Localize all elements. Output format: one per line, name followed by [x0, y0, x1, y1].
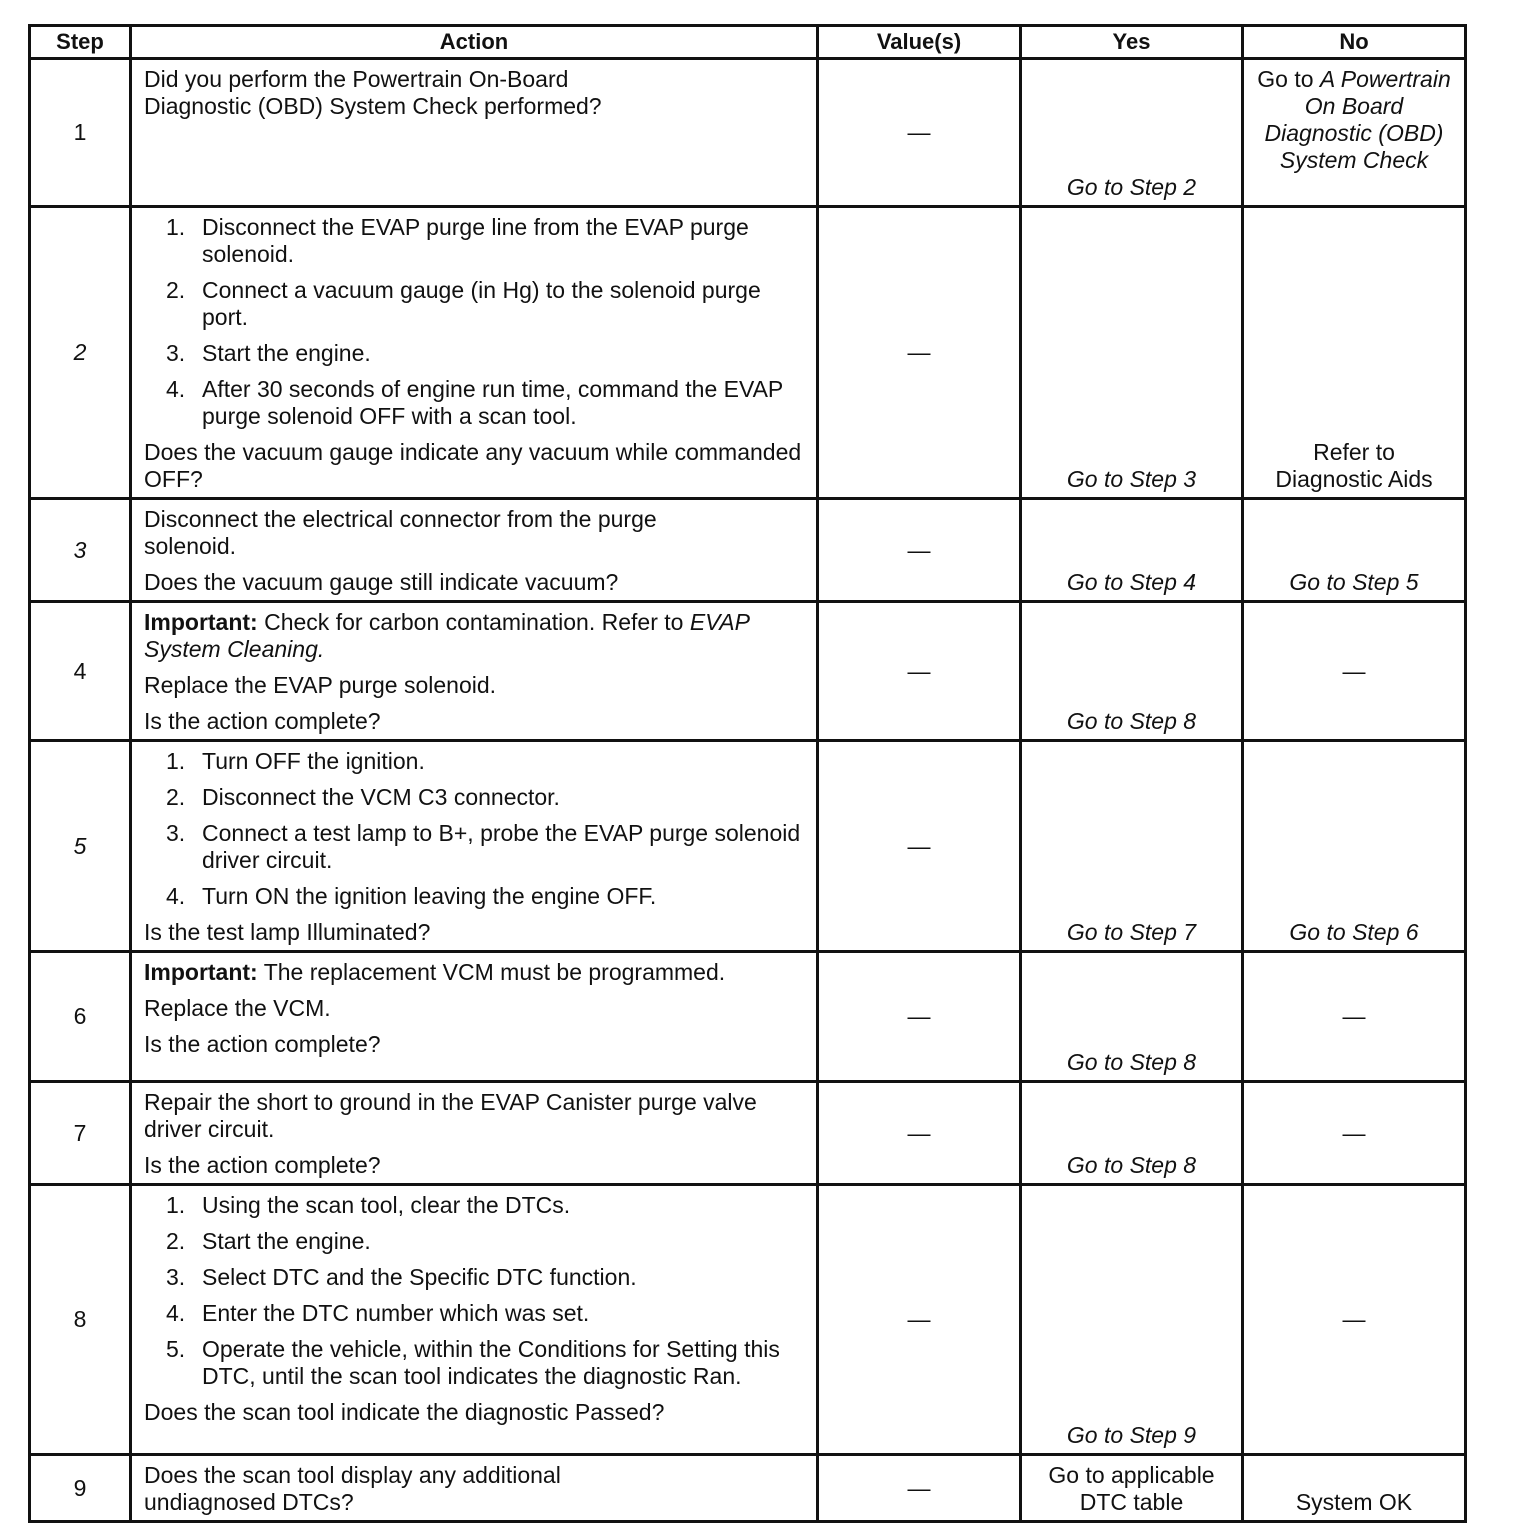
important-text: Check for carbon contamination. Refer to	[257, 609, 690, 635]
important-text: The replacement VCM must be programmed.	[257, 959, 726, 985]
yes-cell: Go to Step 9	[1021, 1185, 1243, 1455]
header-row	[30, 26, 1466, 59]
header-action: Action	[131, 26, 818, 59]
no-cell: Go to Step 5	[1243, 499, 1466, 602]
list-item: 3. Select DTC and the Specific DTC function.	[166, 1264, 637, 1290]
step-number: 4	[30, 602, 131, 741]
action-list	[144, 1192, 806, 1390]
list-item: 2. Connect a vacuum gauge (in Hg) to the solenoid purge port.	[166, 277, 761, 330]
list-item: 2. Start the engine.	[166, 1228, 371, 1254]
no-cell: Go to Step 6	[1243, 741, 1466, 952]
action-cell	[131, 1185, 818, 1455]
action-text: Replace the EVAP purge solenoid.	[144, 672, 497, 698]
list-item: 4. Turn ON the ignition leaving the engine OFF.	[166, 883, 657, 909]
value-cell: —	[818, 59, 1021, 207]
table-row	[30, 952, 1466, 1082]
yes-cell: Go to Step 8	[1021, 952, 1243, 1082]
list-item: 5. Operate the vehicle, within the Conditions for Setting this DTC, until the scan tool indicates the diagnostic Ran.	[166, 1336, 780, 1389]
value-cell: —	[818, 952, 1021, 1082]
action-text: Does the scan tool display any additional undiagnosed DTCs?	[144, 1462, 561, 1515]
value-cell: —	[818, 1185, 1021, 1455]
action-question: Is the test lamp Illuminated?	[144, 919, 431, 945]
no-cell: —	[1243, 952, 1466, 1082]
list-item: 2. Disconnect the VCM C3 connector.	[166, 784, 560, 810]
no-cell: —	[1243, 602, 1466, 741]
action-question: Is the action complete?	[144, 708, 381, 734]
value-cell: —	[818, 207, 1021, 499]
action-list	[144, 748, 806, 910]
no-cell: —	[1243, 1082, 1466, 1185]
no-link: A Powertrain On Board Diagnostic (OBD) System Check	[1264, 66, 1451, 173]
step-number: 1	[30, 59, 131, 207]
no-prefix: Go to	[1257, 66, 1320, 92]
value-cell: —	[818, 499, 1021, 602]
header-values: Value(s)	[818, 26, 1021, 59]
action-text: Replace the VCM.	[144, 995, 331, 1021]
value-cell: —	[818, 1455, 1021, 1522]
no-cell	[1243, 59, 1466, 207]
diagnostic-table	[28, 24, 1467, 1523]
action-cell	[131, 1455, 818, 1522]
value-cell: —	[818, 1082, 1021, 1185]
step-number: 9	[30, 1455, 131, 1522]
table-row	[30, 741, 1466, 952]
important-note	[144, 959, 806, 986]
value-cell: —	[818, 602, 1021, 741]
action-question: Does the vacuum gauge indicate any vacuum while commanded OFF?	[144, 439, 802, 492]
important-label: Important:	[144, 609, 258, 635]
yes-cell: Go to Step 8	[1021, 602, 1243, 741]
table-row	[30, 1185, 1466, 1455]
header-yes: Yes	[1021, 26, 1243, 59]
action-question: Is the action complete?	[144, 1031, 381, 1057]
action-cell	[131, 952, 818, 1082]
table-row	[30, 499, 1466, 602]
action-cell	[131, 207, 818, 499]
step-number: 3	[30, 499, 131, 602]
step-number: 5	[30, 741, 131, 952]
action-question: Is the action complete?	[144, 1152, 381, 1178]
step-number: 8	[30, 1185, 131, 1455]
action-text: Did you perform the Powertrain On-Board Diagnostic (OBD) System Check performed?	[144, 66, 602, 119]
table-row	[30, 1455, 1466, 1522]
step-number: 6	[30, 952, 131, 1082]
list-item: 3. Start the engine.	[166, 340, 371, 366]
header-step: Step	[30, 26, 131, 59]
list-item: 4. After 30 seconds of engine run time, command the EVAP purge solenoid OFF with a scan tool.	[166, 376, 783, 429]
table-row	[30, 59, 1466, 207]
table-row	[30, 602, 1466, 741]
step-number: 2	[30, 207, 131, 499]
step-number: 7	[30, 1082, 131, 1185]
action-cell	[131, 741, 818, 952]
list-item: 1. Using the scan tool, clear the DTCs.	[166, 1192, 571, 1218]
important-label: Important:	[144, 959, 258, 985]
action-cell	[131, 59, 818, 207]
action-list	[144, 214, 806, 430]
no-cell: System OK	[1243, 1455, 1466, 1522]
no-cell: Refer to Diagnostic Aids	[1243, 207, 1466, 499]
important-note	[144, 609, 806, 663]
yes-cell: Go to applicable DTC table	[1021, 1455, 1243, 1522]
yes-cell: Go to Step 8	[1021, 1082, 1243, 1185]
action-cell	[131, 499, 818, 602]
list-item: 1. Disconnect the EVAP purge line from the EVAP purge solenoid.	[166, 214, 749, 267]
list-item: 3. Connect a test lamp to B+, probe the EVAP purge solenoid driver circuit.	[166, 820, 801, 873]
yes-cell: Go to Step 7	[1021, 741, 1243, 952]
yes-cell: Go to Step 2	[1021, 59, 1243, 207]
list-item: 1. Turn OFF the ignition.	[166, 748, 425, 774]
action-text: Repair the short to ground in the EVAP Canister purge valve driver circuit.	[144, 1089, 757, 1142]
no-cell: —	[1243, 1185, 1466, 1455]
value-cell: —	[818, 741, 1021, 952]
action-question: Does the vacuum gauge still indicate vacuum?	[144, 569, 619, 595]
important-link: EVAP System Cleaning.	[144, 609, 750, 662]
table-row	[30, 207, 1466, 499]
action-text: Disconnect the electrical connector from the purge solenoid.	[144, 506, 657, 559]
yes-cell: Go to Step 3	[1021, 207, 1243, 499]
list-item: 4. Enter the DTC number which was set.	[166, 1300, 590, 1326]
action-question: Does the scan tool indicate the diagnostic Passed?	[144, 1399, 665, 1425]
action-cell	[131, 1082, 818, 1185]
action-cell	[131, 602, 818, 741]
yes-cell: Go to Step 4	[1021, 499, 1243, 602]
table-row	[30, 1082, 1466, 1185]
header-no: No	[1243, 26, 1466, 59]
